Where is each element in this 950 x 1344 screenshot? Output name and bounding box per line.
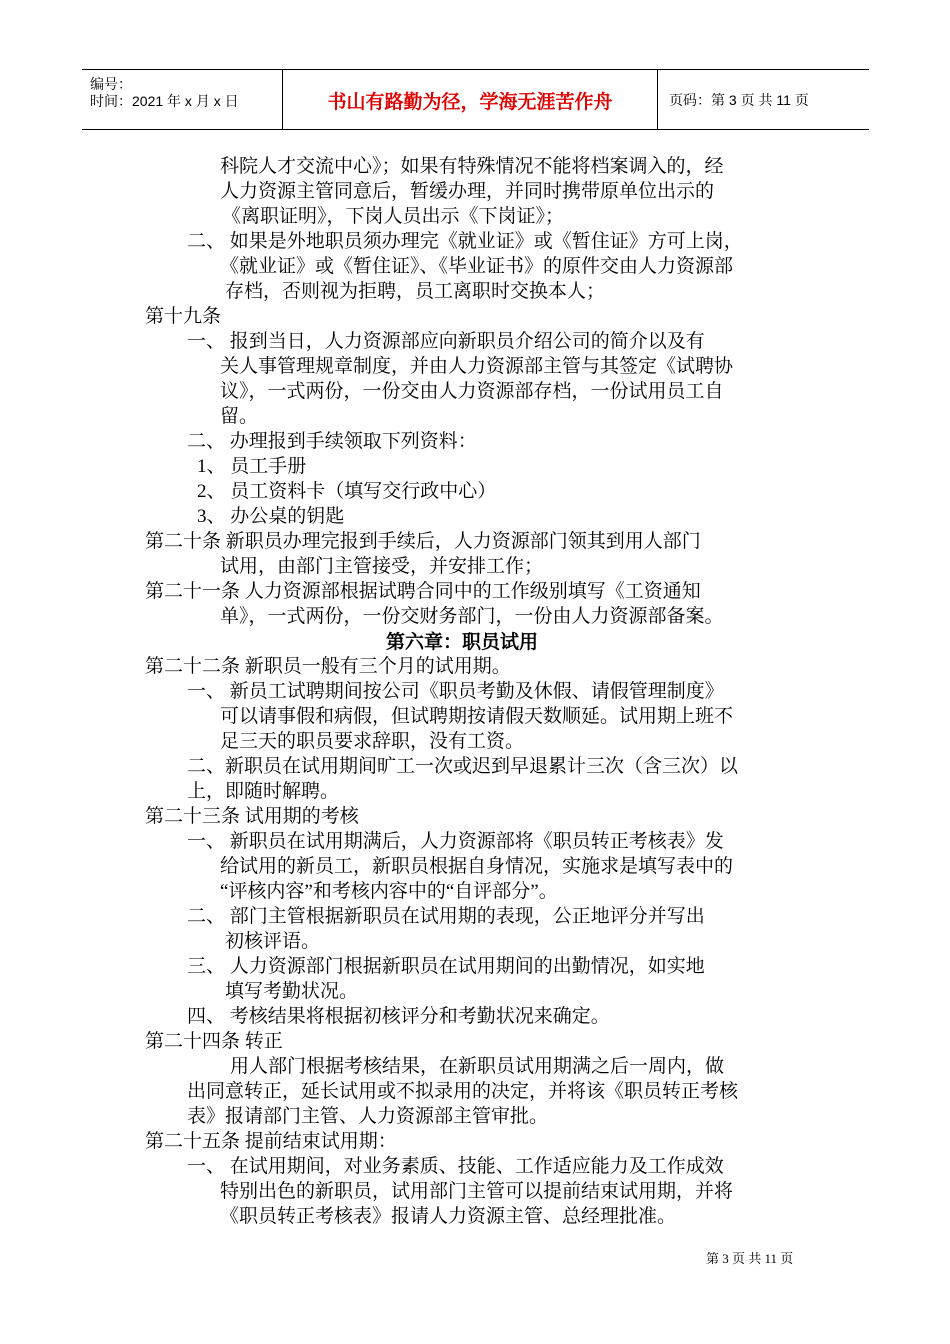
body-line: 试用，由部门主管接受，并安排工作； xyxy=(220,556,544,577)
body-line: 表》报请部门主管、人力资源部主管审批。 xyxy=(187,1106,549,1127)
chapter-title: 第六章：职员试用 xyxy=(386,631,539,653)
body-line: 《离职证明》，下岗人员出示《下岗证》； xyxy=(222,206,565,227)
body-line: 四、 考核结果将根据初核评分和考勤状况来确定。 xyxy=(187,1006,610,1027)
body-line: 《就业证》或《暂住证》、《毕业证书》的原件交由人力资源部 xyxy=(220,256,734,277)
article-heading: 第二十三条 试用期的考核 xyxy=(145,806,359,827)
body-line: 二、 如果是外地职员须办理完《就业证》或《暂住证》方可上岗， xyxy=(187,231,743,252)
body-line: 初核评语。 xyxy=(225,931,321,952)
list-item: 1、 员工手册 xyxy=(197,456,307,477)
body-line: 一、 报到当日，人力资源部应向新职员介绍公司的简介以及有 xyxy=(187,331,705,352)
body-line: 《职员转正考核表》报请人力资源主管、总经理批准。 xyxy=(220,1206,677,1227)
article-heading: 第二十五条 提前结束试用期： xyxy=(145,1131,397,1152)
body-line: 一、 新职员在试用期满后，人力资源部将《职员转正考核表》发 xyxy=(187,831,724,852)
article-heading: 第二十二条 新职员一般有三个月的试用期。 xyxy=(145,656,511,677)
header-page-info: 页码：第 3 页 共 11 页 xyxy=(669,92,809,108)
document-time-label: 时间：2021 年 x 月 x 日 xyxy=(90,93,239,109)
body-line: 二、新职员在试用期间旷工一次或迟到早退累计三次（含三次）以 xyxy=(187,756,739,777)
list-item: 3、 办公桌的钥匙 xyxy=(197,506,345,527)
body-line: 单》，一式两份，一份交财务部门，一份由人力资源部备案。 xyxy=(220,606,724,627)
article-heading: 第二十一条 人力资源部根据试聘合同中的工作级别填写《工资通知 xyxy=(145,581,701,602)
body-line: “评核内容”和考核内容中的“自评部分”。 xyxy=(220,881,558,902)
body-line: 填写考勤状况。 xyxy=(225,981,359,1002)
body-line: 出同意转正，延长试用或不拟录用的决定，并将该《职员转正考核 xyxy=(187,1081,739,1102)
body-line: 关人事管理规章制度，并由人力资源部主管与其签定《试聘协 xyxy=(220,356,734,377)
body-line: 科院人才交流中心》；如果有特殊情况不能将档案调入的，经 xyxy=(220,156,724,177)
header-motto: 书山有路勤为径，学海无涯苦作舟 xyxy=(327,92,613,113)
body-line: 特别出色的新职员，试用部门主管可以提前结束试用期，并将 xyxy=(220,1181,734,1202)
body-line: 一、 在试用期间，对业务素质、技能、工作适应能力及工作成效 xyxy=(187,1156,724,1177)
body-line: 上，即随时解聘。 xyxy=(187,781,340,802)
article-heading: 第十九条 xyxy=(145,306,222,327)
body-line: 二、 办理报到手续领取下列资料： xyxy=(187,431,477,452)
body-line: 留。 xyxy=(220,406,259,427)
body-line: 可以请事假和病假，但试聘期按请假天数顺延。试用期上班不 xyxy=(220,706,734,727)
body-line: 用人部门根据考核结果，在新职员试用期满之后一周内，做 xyxy=(230,1056,725,1077)
page-footer: 第 3 页 共 11 页 xyxy=(706,1251,794,1266)
body-line: 给试用的新员工，新职员根据自身情况，实施求是填写表中的 xyxy=(220,856,734,877)
body-line: 足三天的职员要求辞职，没有工资。 xyxy=(220,731,525,752)
body-line: 三、 人力资源部门根据新职员在试用期间的出勤情况，如实地 xyxy=(187,956,705,977)
body-line: 一、 新员工试聘期间按公司《职员考勤及休假、请假管理制度》 xyxy=(187,681,724,702)
list-item: 2、 员工资料卡（填写交行政中心） xyxy=(197,481,497,502)
body-line: 议》，一式两份，一份交由人力资源部存档，一份试用员工自 xyxy=(220,381,724,402)
article-heading: 第二十条 新职员办理完报到手续后，人力资源部门领其到用人部门 xyxy=(145,531,701,552)
body-line: 人力资源主管同意后，暂缓办理，并同时携带原单位出示的 xyxy=(220,181,715,202)
body-line: 存档，否则视为拒聘，员工离职时交换本人； xyxy=(225,281,606,302)
article-heading: 第二十四条 转正 xyxy=(145,1031,283,1052)
body-line: 二、 部门主管根据新职员在试用期的表现，公正地评分并写出 xyxy=(187,906,705,927)
document-number-label: 编号： xyxy=(90,76,132,92)
